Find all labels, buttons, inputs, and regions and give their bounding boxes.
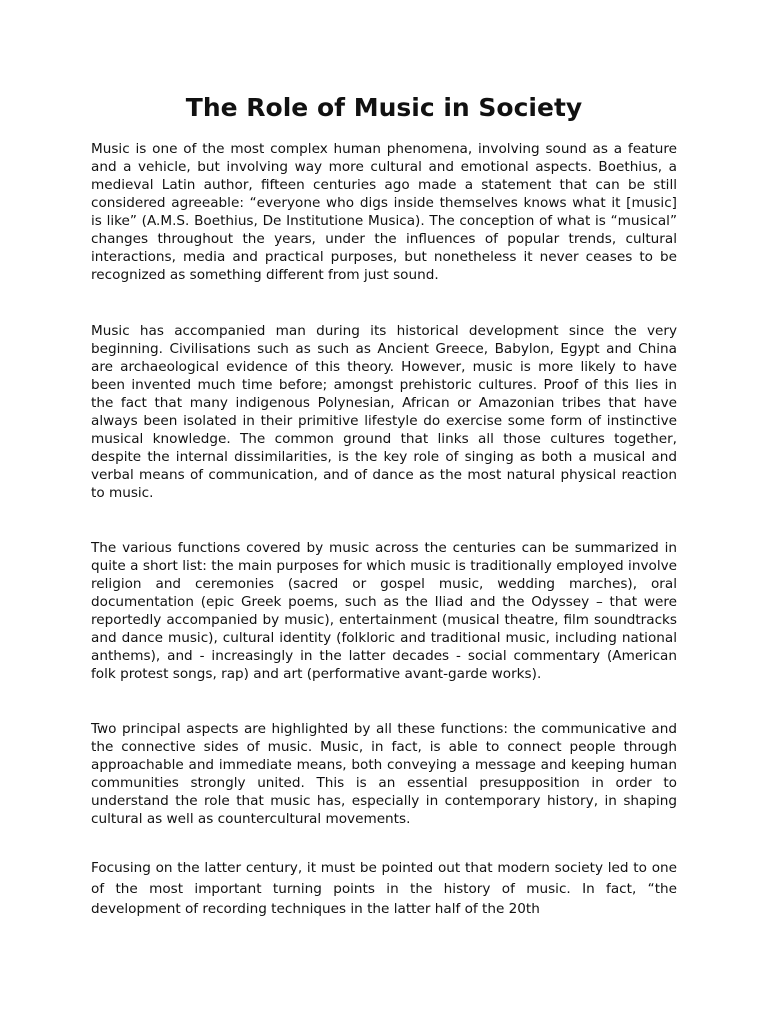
paragraph-modern-society: Focusing on the latter century, it must be pointed out that modern society led to one of the most important turning points in the history of music. In fact, “the development of recording techniques in the latter half of the 20th: [91, 860, 677, 917]
paragraph-intro: Music is one of the most complex human phenomena, involving sound as a feature and a vehicle, but involving way more cultural and emotional aspects. Boethius, a medieval Latin author, fifteen centuries ago made a statement that can be still considered agreeable: “everyone who digs inside themselves knows what it [music] is like” (A.M.S. Boethius, De Institutione Musica). The conception of what is “musical” changes throughout the years, under the influences of popular trends, cultural interactions, media and practical purposes, but nonetheless it never ceases to be recognized as something different from just sound.: [91, 141, 677, 284]
paragraph-history: Music has accompanied man during its historical development since the very beginning. Civilisations such as such as Ancient Greece, Babylon, Egypt and China are archaeological evidence of this theory. However, music is more likely to have been invented much time before; amongst prehistoric cultures. Proof of this lies in the fact that many indigenous Polynesian, African or Amazonian tribes that have always been isolated in their primitive lifestyle do exercise some form of instinctive musical knowledge. The common ground that links all those cultures together, despite the internal dissimilarities, is the key role of singing as both a musical and verbal means of communication, and of dance as the most natural physical reaction to music.: [91, 323, 677, 502]
paragraph-functions: The various functions covered by music across the centuries can be summarized in quite a short list: the main purposes for which music is traditionally employed involve religion and ceremonies (sacred or gospel music, wedding marches), oral documentation (epic Greek poems, such as the Iliad and the Odyssey – that were reportedly accompanied by music), entertainment (musical theatre, film soundtracks and dance music), cultural identity (folkloric and traditional music, including national anthems), and - increasingly in the latter decades - social commentary (American folk protest songs, rap) and art (performative avant-garde works).: [91, 540, 677, 683]
document-title: The Role of Music in Society: [185, 93, 583, 122]
paragraph-aspects: Two principal aspects are highlighted by all these functions: the communicative and the connective sides of music. Music, in fact, is able to connect people through approachable and immediate means, both conveying a message and keeping human communities strongly united. This is an essential presupposition in order to understand the role that music has, especially in contemporary history, in shaping cultural as well as countercultural movements.: [91, 721, 677, 828]
